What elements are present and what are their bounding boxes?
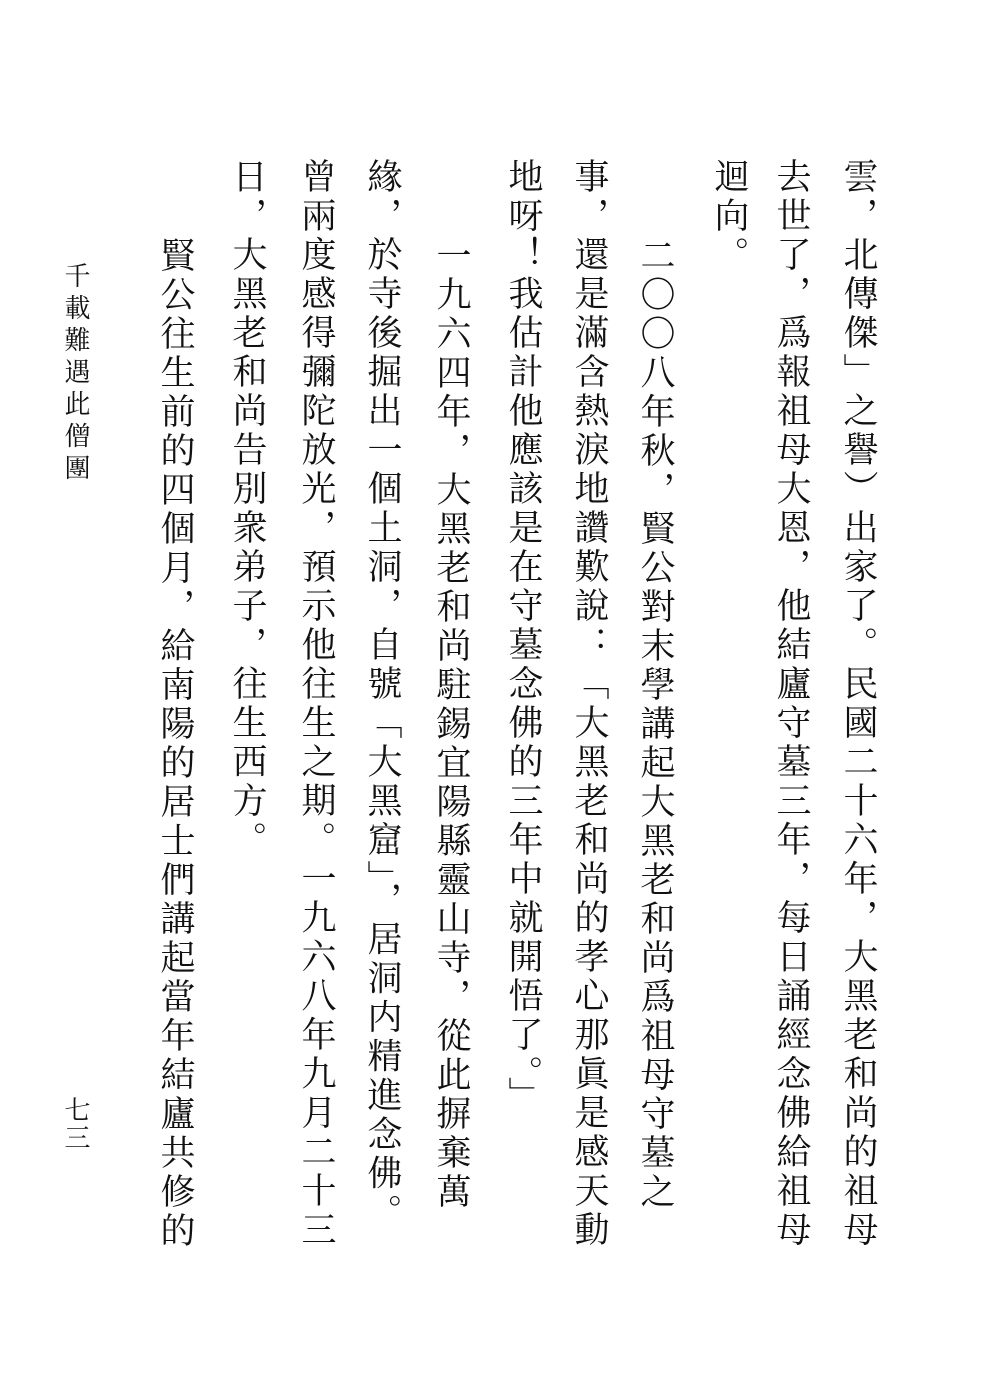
text-column-9: 曾兩度感得彌陀放光，預示他往生之期。一九六八年九月二十三 — [296, 158, 336, 1250]
text-column-8: 緣，於寺後掘出一個土洞，自號「大黑窟」，居洞内精進念佛。 — [362, 158, 402, 1233]
text-column-7: 一九六四年，大黑老和尚駐錫宜陽縣靈山寺，從此摒棄萬 — [431, 237, 471, 1212]
page-number: 七三 — [60, 1096, 90, 1152]
running-header: 千載難遇此僧團 — [60, 262, 90, 486]
text-column-10: 日，大黑老和尚告別衆弟子，往生西方。 — [227, 158, 267, 860]
text-column-4: 二〇〇八年秋，賢公對末學講起大黑老和尚爲祖母守墓之 — [635, 237, 675, 1212]
text-column-2: 去世了，爲報祖母大恩，他結廬守墓三年，每日誦經念佛給祖母 — [771, 158, 811, 1250]
text-column-6: 地呀！我估計他應該是在守墓念佛的三年中就開悟了。」 — [503, 158, 543, 1116]
text-column-1: 雲，北傳傑」之譽）出家了。民國二十六年，大黑老和尚的祖母 — [838, 158, 878, 1250]
text-column-11: 賢公往生前的四個月，給南陽的居士們講起當年結廬共修的 — [155, 237, 195, 1251]
text-column-3: 迴向。 — [709, 158, 749, 275]
text-column-5: 事，還是滿含熱淚地讚歎說：「大黑老和尚的孝心那眞是感天動 — [569, 158, 609, 1250]
